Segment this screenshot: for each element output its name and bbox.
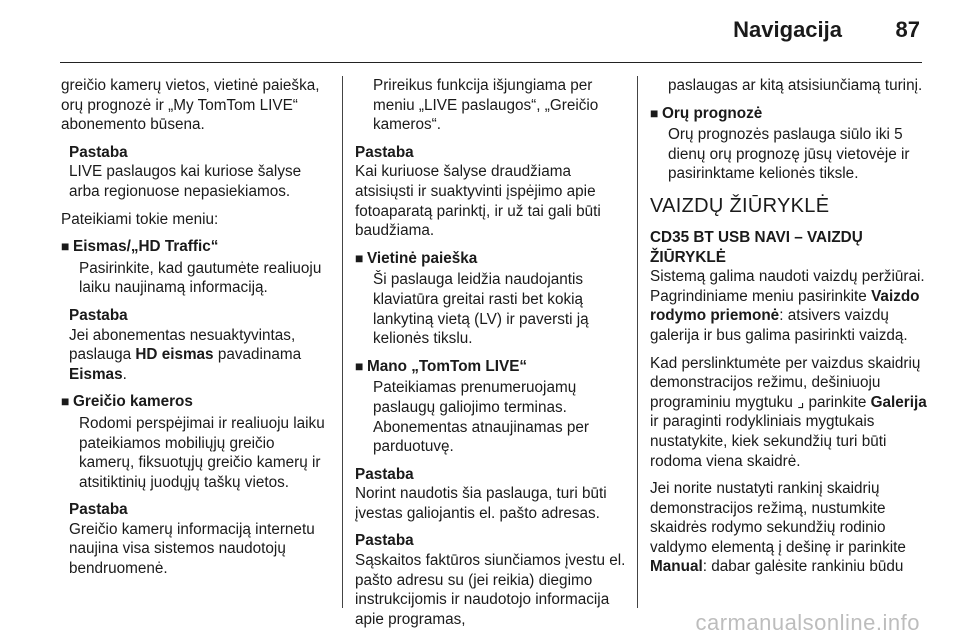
paragraph: paslaugas ar kitą atsisiunčiamą turinį. <box>668 77 923 94</box>
note-title: Pastaba <box>355 143 414 161</box>
note-text: Norint naudotis šia paslauga, turi būti įvestas galiojantis el. pašto adresas. <box>355 485 607 522</box>
note-block <box>61 306 333 384</box>
bullet-square-icon: ■ <box>650 104 659 121</box>
menu-option-name: Galerija <box>870 393 927 411</box>
column-divider-1 <box>342 76 343 608</box>
bullet-square-icon: ■ <box>61 238 70 255</box>
bullet-item <box>61 392 333 412</box>
note-title: Pastaba <box>69 143 128 161</box>
note-title: Pastaba <box>355 465 414 483</box>
subsection-title: CD35 BT USB NAVI – VAIZDŲ ŽIŪRYKLĖ <box>650 228 863 266</box>
bullet-label: Orų prognozė <box>662 104 763 122</box>
subsection <box>650 228 930 346</box>
bullet-text: Orų prognozės paslauga siūlo iki 5 dienų orų prognozę jūsų vietovėje ir pasirinktame kelionės tiksle. <box>668 126 910 183</box>
bullet-square-icon: ■ <box>355 249 364 266</box>
note-block <box>355 531 627 629</box>
text-column-3 <box>650 76 930 585</box>
note-block <box>61 500 333 578</box>
bullet-label: Eismas/„HD Traffic“ <box>73 238 219 256</box>
note-text: Sąskaitos faktūros siunčiamos įvestu el. pašto adresu su (jei reikia) diegimo instrukcijomis ir naudotojo informacija apie programas, <box>355 552 626 628</box>
bullet-text: Pasirinkite, kad gautumėte realiuoju laiku naujinamą informaciją. <box>79 259 322 297</box>
bullet-square-icon: ■ <box>61 393 70 410</box>
bullet-text: Ši paslauga leidžia naudojantis klaviatūra greitai rasti bet kokią lankytiną vietą (LV) ir paversti ją kelionės tikslu. <box>373 271 589 348</box>
note-title: Pastaba <box>69 501 128 519</box>
note-text: Jei abonementas nesuaktyvintas, paslauga <box>69 326 296 364</box>
menu-intro: Pateikiami tokie meniu: <box>61 210 219 228</box>
section-title: VAIZDŲ ŽIŪRYKLĖ <box>650 194 830 217</box>
bullet-label: Greičio kameros <box>73 393 193 411</box>
paragraph: greičio kamerų vietos, vietinė paieška, orų prognozė ir „My TomTom LIVE“ abonemento būsena. <box>61 77 320 134</box>
page-title: Navigacija <box>733 17 842 42</box>
note-block <box>355 465 627 524</box>
text-column-2 <box>355 76 627 637</box>
note-emphasis: Eismas <box>69 365 123 383</box>
bullet-text: Rodomi perspėjimai ir realiuoju laiku pateikiamos mobiliųjų greičio kamerų, fiksuotųjų greičio kamerų ir atsitiktinių juodųjų taškų vietos. <box>79 414 325 491</box>
note-text: . <box>122 365 127 383</box>
paragraph-text: Jei norite nustatyti rankinį skaidrių demonstracijos režimą, nustumkite skaidrės rodymo sekundžių rodinio valdymo elementą į dešinę ir parinkite <box>650 480 906 556</box>
page-header <box>0 0 960 62</box>
paragraph-text: ir paraginti rodykliniais mygtukais nustatykite, kiek sekundžių turi būti rodoma viena skaidrė. <box>650 413 887 470</box>
note-block <box>61 143 333 202</box>
bullet-item <box>61 237 333 257</box>
bullet-item <box>355 249 627 269</box>
bullet-label: Mano „TomTom LIVE“ <box>367 357 528 375</box>
paragraph-text: Sistemą galima naudoti vaizdų peržiūrai. Pagrindiniame meniu pasirinkite <box>650 268 925 305</box>
note-text: Greičio kamerų informaciją internetu naujina visa sistemos naudotojų bendruomenė. <box>69 520 315 578</box>
paragraph <box>650 354 930 472</box>
note-title: Pastaba <box>69 306 128 324</box>
note-block <box>355 143 627 241</box>
bullet-square-icon: ■ <box>355 357 364 374</box>
paragraph-text: Kad perslinktumėte per vaizdus skaidrių demonstracijos režimu, dešiniuoju programiniu mygtuku ⌟ parinkite <box>650 354 921 411</box>
note-emphasis: HD eismas <box>135 346 214 364</box>
note-text: pavadinama <box>213 346 302 364</box>
bullet-item <box>355 357 627 377</box>
menu-option-name: Manual <box>650 558 703 576</box>
menu-option-name: Vaizdo rodymo priemonė <box>650 287 920 325</box>
bullet-text: Pateikiamas prenumeruojamų paslaugų galiojimo terminas. Abonementas atnaujinamas per parduotuvę. <box>373 379 589 456</box>
paragraph-text: : dabar galėsite rankiniu būdu <box>702 558 904 576</box>
bullet-item <box>650 104 930 124</box>
paragraph-text: : atsivers vaizdų galerija ir bus galima pasirinkti vaizdą. <box>650 307 908 344</box>
paragraph <box>650 479 930 577</box>
watermark-text: carmanualsonline.info <box>695 610 920 635</box>
page-number: 87 <box>895 17 920 42</box>
text-column-1 <box>61 76 333 587</box>
column-divider-2 <box>637 76 638 608</box>
header-divider <box>60 62 922 63</box>
note-text: Kai kuriuose šalyse draudžiama atsisiųsti ir suaktyvinti įspėjimo apie fotoaparatą parinktį, ir už tai gali būti baudžiama. <box>355 163 601 240</box>
note-text: LIVE paslaugos kai kuriose šalyse arba regionuose nepasiekiamos. <box>69 163 302 200</box>
note-title: Pastaba <box>355 532 414 550</box>
bullet-label: Vietinė paieška <box>367 249 478 267</box>
paragraph: Prireikus funkcija išjungiama per meniu „LIVE paslaugos“, „Greičio kameros“. <box>373 77 599 134</box>
